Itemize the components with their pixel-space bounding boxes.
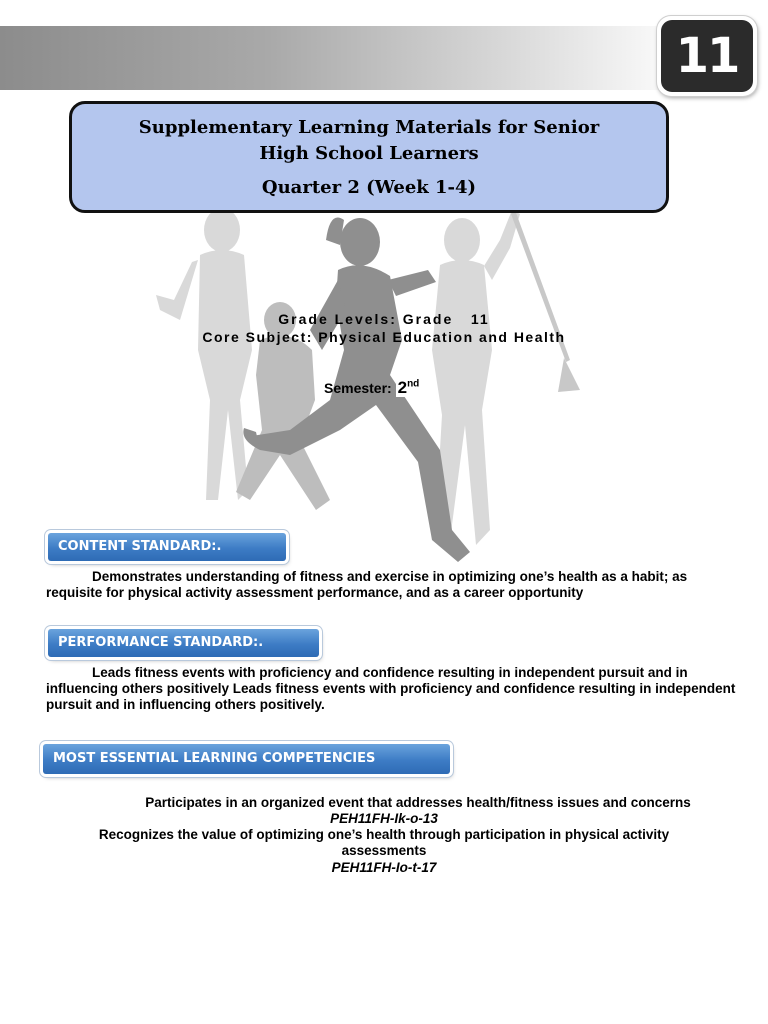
grade-badge bbox=[657, 16, 757, 96]
semester bbox=[324, 378, 421, 398]
competency-2-text-line1: Recognizes the value of optimizing one’s health through participation in physical activity bbox=[98, 827, 670, 842]
competency-2-code: PEH11FH-Io-t-17 bbox=[331, 860, 437, 875]
semester-number: 2 bbox=[397, 378, 408, 397]
semester-label: Semester: bbox=[324, 380, 392, 396]
semester-value bbox=[396, 378, 422, 397]
performance-standard-header: PERFORMANCE STANDARD:. bbox=[48, 629, 319, 657]
competency-1-code: PEH11FH-Ik-o-13 bbox=[330, 811, 438, 826]
core-subject: Core Subject: Physical Education and Health bbox=[202, 329, 566, 345]
performance-standard-text bbox=[46, 665, 736, 713]
header-gradient-band bbox=[0, 26, 768, 90]
grade-levels: Grade Levels: Grade 11 bbox=[278, 311, 490, 327]
competencies-header: MOST ESSENTIAL LEARNING COMPETENCIES bbox=[43, 744, 450, 774]
title-line-2: High School Learners bbox=[259, 143, 479, 164]
semester-suffix: nd bbox=[407, 378, 420, 390]
title-line-1: Supplementary Learning Materials for Senior bbox=[138, 117, 600, 138]
competency-2-text-line2: assessments bbox=[341, 843, 427, 858]
content-standard-paragraph: Demonstrates understanding of fitness and exercise in optimizing one’s health as a habit; as requisite for physical activity assessment performance, and as a career opportunity bbox=[46, 569, 688, 600]
grade-badge-number: 11 bbox=[661, 20, 753, 92]
quarter-title: Quarter 2 (Week 1-4) bbox=[261, 177, 477, 198]
competency-1-text: Participates in an organized event that addresses health/fitness issues and concerns bbox=[145, 795, 691, 810]
title-box bbox=[69, 101, 669, 213]
performance-standard-paragraph: Leads fitness events with proficiency and confidence resulting in independent pursuit and in influencing others positively Leads fitness events with proficiency and confidence resulting in independent pursuit and in influencing others positively. bbox=[46, 665, 736, 712]
content-standard-header: CONTENT STANDARD:. bbox=[48, 533, 286, 561]
content-standard-text bbox=[46, 569, 736, 601]
